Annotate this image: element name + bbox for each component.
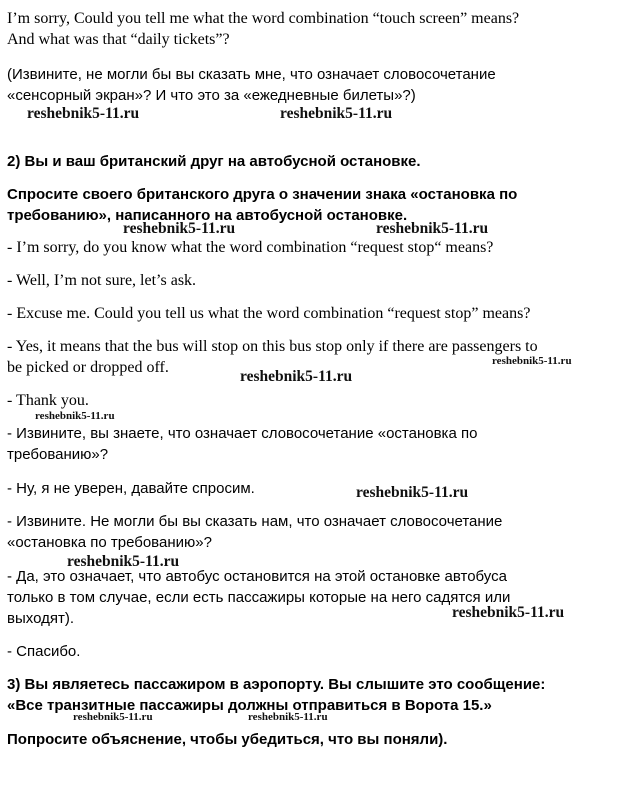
task-2-instruction-line-1: Спросите своего британского друга о значении знака «остановка по <box>7 186 518 203</box>
dialogue-ru-line-4c: выходят). <box>7 610 75 627</box>
dialogue-en-line-4b: be picked or dropped off. <box>7 359 169 376</box>
watermark: reshebnik5-11.ru <box>248 711 328 723</box>
watermark: reshebnik5-11.ru <box>35 410 115 422</box>
dialogue-en-line-4a: - Yes, it means that the bus will stop on this bus stop only if there are passengers to <box>7 338 538 355</box>
watermark: reshebnik5-11.ru <box>492 355 572 367</box>
watermark: reshebnik5-11.ru <box>123 220 236 237</box>
watermark: reshebnik5-11.ru <box>356 484 469 501</box>
dialogue-ru-line-1a: - Извините, вы знаете, что означает словосочетание «остановка по <box>7 425 478 442</box>
english-question-line-1: I’m sorry, Could you tell me what the word combination “touch screen” means? <box>7 10 520 27</box>
dialogue-ru-line-3a: - Извините. Не могли бы вы сказать нам, что означает словосочетание <box>7 513 503 530</box>
task-2-heading: 2) Вы и ваш британский друг на автобусной остановке. <box>7 153 421 170</box>
task-3-line-1: 3) Вы являетесь пассажиром в аэропорту. Вы слышите это сообщение: <box>7 676 546 693</box>
task-3-line-2: «Все транзитные пассажиры должны отправиться в Ворота 15.» <box>7 697 492 714</box>
dialogue-en-line-1: - I’m sorry, do you know what the word combination “request stop“ means? <box>7 239 494 256</box>
dialogue-en-line-3: - Excuse me. Could you tell us what the word combination “request stop” means? <box>7 305 531 322</box>
watermark: reshebnik5-11.ru <box>27 105 140 122</box>
task-2-instruction-line-2: требованию», написанного на автобусной остановке. <box>7 207 408 224</box>
watermark: reshebnik5-11.ru <box>240 368 353 385</box>
dialogue-ru-line-4b: только в том случае, если есть пассажиры которые на него садятся или <box>7 589 511 606</box>
watermark: reshebnik5-11.ru <box>280 105 393 122</box>
watermark: reshebnik5-11.ru <box>73 711 153 723</box>
dialogue-ru-line-1b: требованию»? <box>7 446 109 463</box>
watermark: reshebnik5-11.ru <box>376 220 489 237</box>
russian-translation-line-1: (Извините, не могли бы вы сказать мне, что означает словосочетание <box>7 66 496 83</box>
dialogue-ru-line-3b: «остановка по требованию»? <box>7 534 212 551</box>
watermark: reshebnik5-11.ru <box>452 604 565 621</box>
task-3-line-3: Попросите объяснение, чтобы убедиться, что вы поняли). <box>7 731 448 748</box>
dialogue-en-line-2: - Well, I’m not sure, let’s ask. <box>7 272 197 289</box>
russian-translation-line-2: «сенсорный экран»? И что это за «ежедневные билеты»?) <box>7 87 416 104</box>
dialogue-ru-line-5: - Спасибо. <box>7 643 81 660</box>
watermark: reshebnik5-11.ru <box>67 553 180 570</box>
dialogue-ru-line-4a: - Да, это означает, что автобус остановится на этой остановке автобуса <box>7 568 507 585</box>
dialogue-en-line-5: - Thank you. <box>7 392 89 409</box>
english-question-line-2: And what was that “daily tickets”? <box>7 31 230 48</box>
dialogue-ru-line-2: - Ну, я не уверен, давайте спросим. <box>7 480 255 497</box>
